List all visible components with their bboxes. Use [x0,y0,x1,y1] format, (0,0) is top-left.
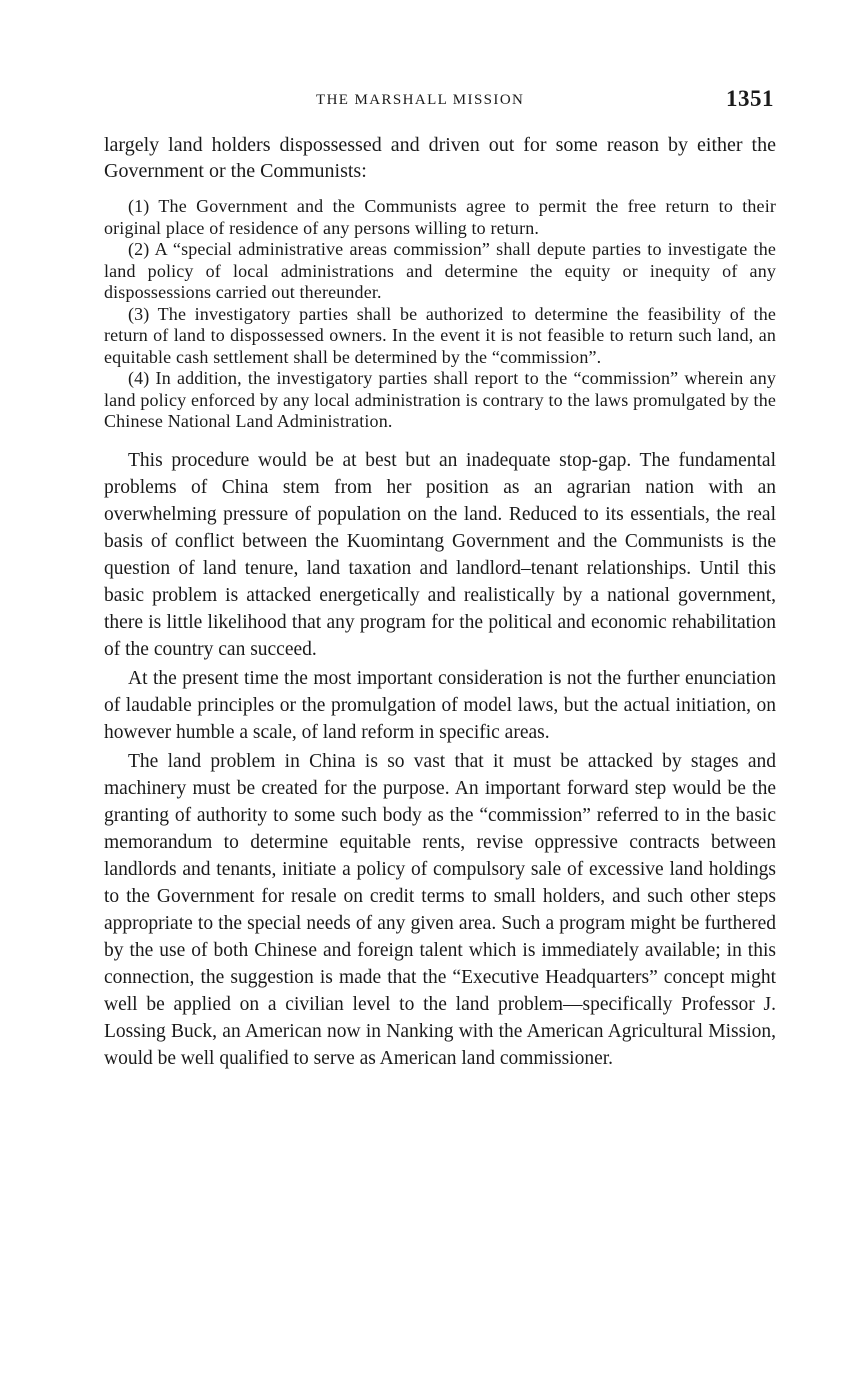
list-item-4: (4) In addition, the investigatory parties shall report to the “commission” wherein any land policy enforced by any local administration is contrary to the laws promulgated by the Chinese National Land Administration. [104,368,776,431]
running-title: THE MARSHALL MISSION [316,92,525,108]
paragraph-present-time: At the present time the most important consideration is not the further enunciation of laudable principles or the promulgation of model laws, but the actual initiation, on however humble a scale, of land reform in specific areas. [104,667,776,743]
numbered-list [104,196,776,433]
page-number: 1351 [726,86,774,111]
lead-paragraph: largely land holders dispossessed and driven out for some reason by either the Government or the Communists: [104,134,776,182]
paragraph-land-problem: The land problem in China is so vast that it must be attacked by stages and machinery must be created for the purpose. An important forward step would be the granting of authority to some such body as the “commission” referred to in the basic memorandum to determine equitable rents, revise oppressive contracts between landlords and tenants, initiate a policy of compulsory sale of excessive land holdings to the Government for resale on credit terms to small holders, and such other steps appropriate to the special needs of any given area. Such a program might be furthered by the use of both Chinese and foreign talent which is immediately available; in this connection, the suggestion is made that the “Executive Headquarters” concept might well be applied on a civilian level to the land problem—specifically Professor J. Lossing Buck, an American now in Nanking with the American Agricultural Mission, would be well qualified to serve as American land commissioner. [104,750,776,1069]
list-item-1: (1) The Government and the Communists agree to permit the free return to their original place of residence of any persons willing to return. [104,196,776,238]
document-page [104,86,776,1074]
body-text [104,447,776,1072]
list-item-2: (2) A “special administrative areas commission” shall depute parties to investigate the land policy of local administrations and determine the equity or inequity of any dispossessions carried out thereunder. [104,239,776,302]
list-item-3: (3) The investigatory parties shall be authorized to determine the feasibility of the return of land to dispossessed owners. In the event it is not feasible to return such land, an equitable cash settlement shall be determined by the “commission”. [104,303,776,367]
paragraph-stop-gap: This procedure would be at best but an inadequate stop-gap. The fundamental problems of China stem from her position as an agrarian nation with an overwhelming pressure of population on the land. Reduced to its essentials, the real basis of conflict between the Kuomintang Government and the Communists is the question of land tenure, land taxation and landlord–tenant relationships. Until this basic problem is attacked energetically and realistically by a national government, there is little likelihood that any program for the political and economic rehabilitation of the country can succeed. [104,449,776,660]
running-header [104,86,776,120]
